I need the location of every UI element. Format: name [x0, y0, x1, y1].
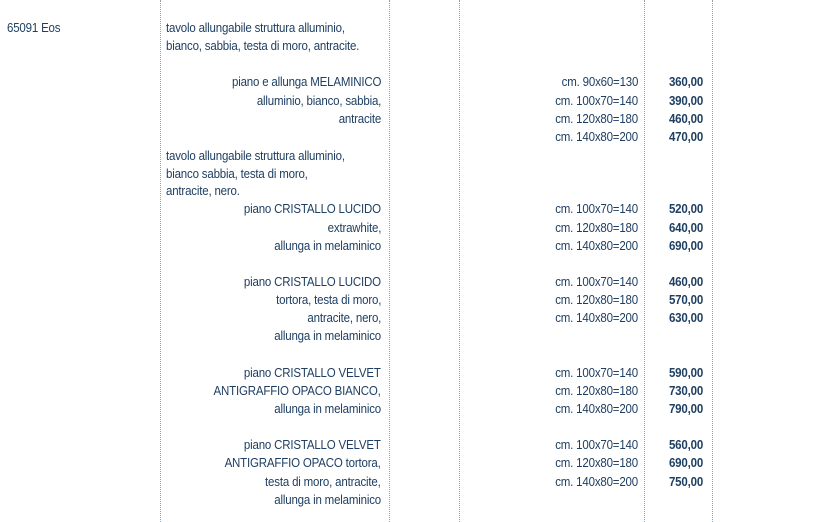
size-cell: cm. 120x80=180 — [555, 112, 638, 126]
intro-line: tavolo allungabile struttura alluminio, — [166, 149, 345, 163]
group-desc-line: allunga in melaminico — [274, 329, 381, 343]
group-desc-line: piano CRISTALLO LUCIDO — [244, 275, 381, 289]
price-cell: 790,00 — [668, 402, 703, 416]
group-desc-line: extrawhite, — [327, 221, 381, 235]
column-divider — [160, 0, 161, 522]
price-cell: 690,00 — [668, 456, 703, 470]
group-desc-line: piano CRISTALLO LUCIDO — [244, 202, 381, 216]
group-desc-line: ANTIGRAFFIO OPACO BIANCO, — [213, 384, 381, 398]
group-desc-line: alluminio, bianco, sabbia, — [256, 94, 381, 108]
price-cell: 750,00 — [668, 475, 703, 489]
size-cell: cm. 120x80=180 — [555, 293, 638, 307]
group-desc-line: allunga in melaminico — [274, 402, 381, 416]
size-cell: cm. 100x70=140 — [555, 275, 638, 289]
size-cell: cm. 140x80=200 — [555, 311, 638, 325]
column-divider — [712, 0, 713, 522]
size-cell: cm. 100x70=140 — [555, 94, 638, 108]
price-cell: 690,00 — [668, 239, 703, 253]
product-code: 65091 Eos — [7, 21, 61, 35]
size-cell: cm. 100x70=140 — [555, 438, 638, 452]
price-cell: 730,00 — [668, 384, 703, 398]
size-cell: cm. 100x70=140 — [555, 202, 638, 216]
intro-line: antracite, nero. — [166, 184, 240, 198]
group-desc-line: allunga in melaminico — [274, 493, 381, 507]
intro-line: tavolo allungabile struttura alluminio, — [166, 21, 345, 35]
size-cell: cm. 120x80=180 — [555, 221, 638, 235]
group-desc-line: ANTIGRAFFIO OPACO tortora, — [224, 456, 381, 470]
column-divider — [389, 0, 390, 522]
price-cell: 630,00 — [668, 311, 703, 325]
price-cell: 520,00 — [668, 202, 703, 216]
price-cell: 360,00 — [668, 75, 703, 89]
group-desc-line: antracite, nero, — [307, 311, 381, 325]
group-desc-line: allunga in melaminico — [274, 239, 381, 253]
price-cell: 560,00 — [668, 438, 703, 452]
price-cell: 460,00 — [668, 275, 703, 289]
price-cell: 590,00 — [668, 366, 703, 380]
price-cell: 390,00 — [668, 94, 703, 108]
column-divider — [644, 0, 645, 522]
size-cell: cm. 120x80=180 — [555, 384, 638, 398]
price-cell: 570,00 — [668, 293, 703, 307]
size-cell: cm. 120x80=180 — [555, 456, 638, 470]
size-cell: cm. 140x80=200 — [555, 130, 638, 144]
group-desc-line: piano CRISTALLO VELVET — [244, 366, 381, 380]
group-desc-line: piano CRISTALLO VELVET — [244, 438, 381, 452]
price-cell: 640,00 — [668, 221, 703, 235]
size-cell: cm. 100x70=140 — [555, 366, 638, 380]
size-cell: cm. 140x80=200 — [555, 402, 638, 416]
intro-line: bianco sabbia, testa di moro, — [166, 167, 308, 181]
group-desc-line: testa di moro, antracite, — [265, 475, 381, 489]
price-cell: 470,00 — [668, 130, 703, 144]
size-cell: cm. 140x80=200 — [555, 239, 638, 253]
group-desc-line: tortora, testa di moro, — [275, 293, 381, 307]
column-divider — [459, 0, 460, 522]
size-cell: cm. 90x60=130 — [561, 75, 638, 89]
group-desc-line: piano e allunga MELAMINICO — [231, 75, 381, 89]
size-cell: cm. 140x80=200 — [555, 475, 638, 489]
intro-line: bianco, sabbia, testa di moro, antracite. — [166, 39, 360, 53]
price-cell: 460,00 — [668, 112, 703, 126]
group-desc-line: antracite — [338, 112, 381, 126]
